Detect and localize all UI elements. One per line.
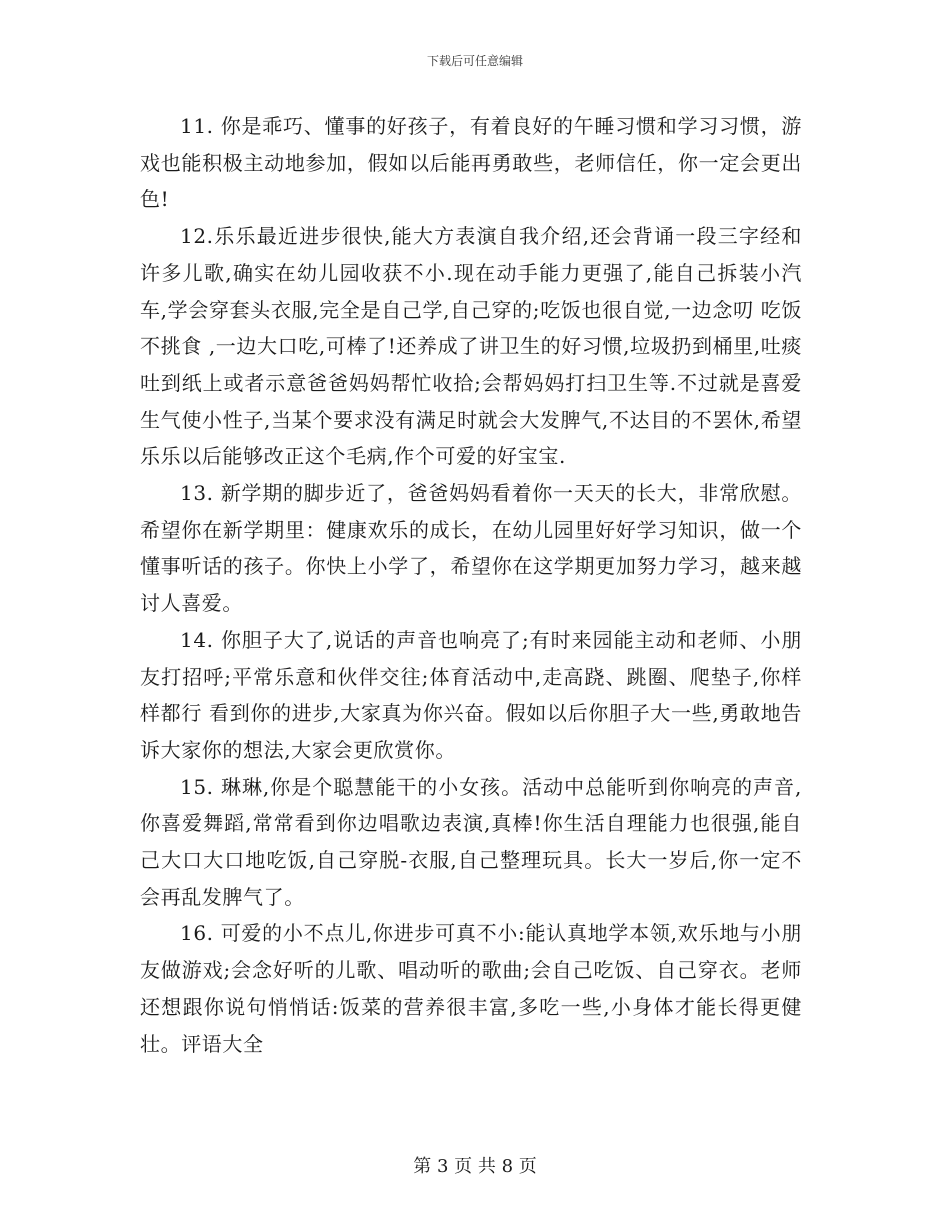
- paragraph-11: 11. 你是乖巧、懂事的好孩子，有着良好的午睡习惯和学习习惯，游戏也能积极主动地参加，假如以后能再勇敢些，老师信任，你一定会更出色!: [140, 114, 802, 212]
- paragraph-12: 12.乐乐最近进步很快,能大方表演自我介绍,还会背诵一段三字经和许多儿歌,确实在幼儿园收获不小.现在动手能力更强了,能自己拆装小汽车,学会穿套头衣服,完全是自己学,自己穿的;吃饭也很自觉,一边念叨 吃饭不挑食 ,一边大口吃,可棒了!还养成了讲卫生的好习惯,垃圾扔到桶里,吐痰吐到纸上或者示意爸爸妈妈帮忙收拾;会帮妈妈打扫卫生等.不过就是喜爱生气使小性子,当某个要求没有满足时就会大发脾气,不达目的不罢休,希望乐乐以后能够改正这个毛病,作个可爱的好宝宝.: [140, 224, 802, 469]
- paragraph-14: 14. 你胆子大了,说话的声音也响亮了;有时来园能主动和老师、小朋友打招呼;平常乐意和伙伴交往;体育活动中,走高跷、跳圈、爬垫子,你样样都行 看到你的进步,大家真为你兴奋。假如以后你胆子大一些,勇敢地告诉大家你的想法,大家会更欣赏你。: [140, 627, 802, 762]
- page-header-note: 下载后可任意编辑: [426, 54, 523, 68]
- document-body: [140, 108, 802, 1062]
- paragraph-16: 16. 可爱的小不点儿,你进步可真不小:能认真地学本领,欢乐地与小朋友做游戏;会念好听的儿歌、唱动听的歌曲;会自己吃饭、自己穿衣。老师还想跟你说句悄悄话:饭菜的营养很丰富,多吃一些,小身体才能长得更健壮。评语大全: [140, 921, 802, 1056]
- paragraph-15: 15. 琳琳,你是个聪慧能干的小女孩。活动中总能听到你响亮的声音,你喜爱舞蹈,常常看到你边唱歌边表演,真棒!你生活自理能力也很强,能自己大口大口地吃饭,自己穿脱-衣服,自己整理玩具。长大一岁后,你一定不会再乱发脾气了。: [140, 774, 802, 909]
- page-number-footer: 第 3 页 共 8 页: [413, 1156, 537, 1177]
- paragraph-13: 13. 新学期的脚步近了，爸爸妈妈看着你一天天的长大，非常欣慰。希望你在新学期里：健康欢乐的成长，在幼儿园里好好学习知识，做一个懂事听话的孩子。你快上小学了，希望你在这学期更加努力学习，越来越讨人喜爱。: [140, 481, 802, 616]
